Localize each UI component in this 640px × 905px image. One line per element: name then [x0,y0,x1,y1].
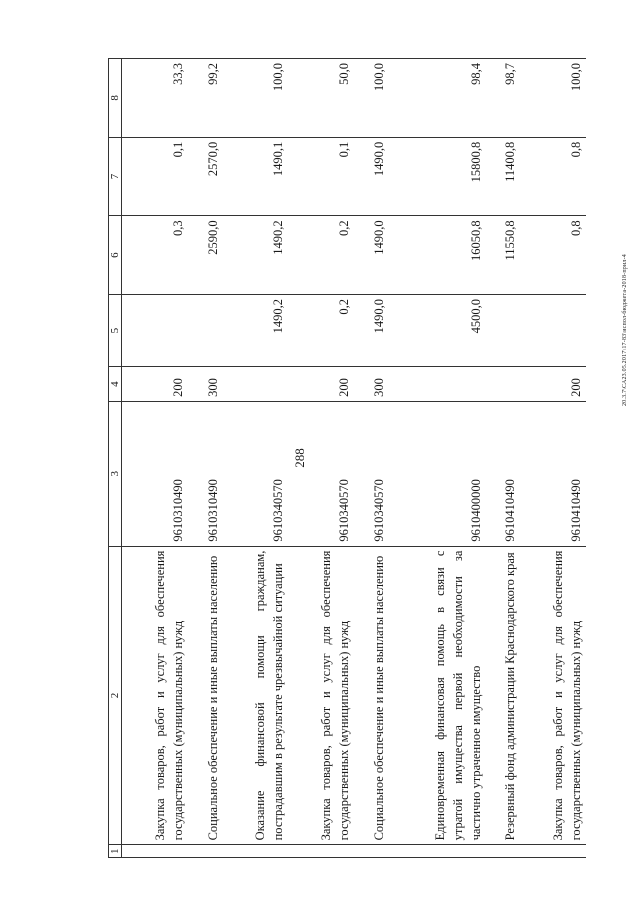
budget-amount: 0,3 [122,216,189,295]
expense-name: Единовременная финансовая помощь в связи с утратой имущества первой необходимости за частично утраченное имущество [389,546,486,845]
row-index-cell [389,845,486,858]
budget-amount: 2590,0 [188,216,223,295]
execution-percent: 98,7 [486,59,521,138]
row-index-cell [288,845,354,858]
row-index-cell [223,845,289,858]
table-row [389,59,486,858]
column-number: 3 [109,401,122,546]
table-row [486,59,521,858]
expense-type-code: 200 [122,367,189,402]
executed-amount: 1490,0 [354,137,389,216]
expense-type-code [486,367,521,402]
execution-percent: 100,0 [354,59,389,138]
expense-type-code: 200 [520,367,586,402]
table-row [520,59,586,858]
column-number: 5 [109,294,122,366]
budget-amount: 11550,8 [486,216,521,295]
execution-percent: 98,4 [389,59,486,138]
table-row [354,59,389,858]
execution-percent: 33,3 [122,59,189,138]
planned-amount [188,294,223,366]
executed-amount: 2570,0 [188,137,223,216]
table-row [188,59,223,858]
page-number: 288 [292,448,307,468]
planned-amount: 0,2 [288,294,354,366]
expense-name: Резервный фонд администрации Краснодарского края [486,546,521,845]
expense-name: Закупка товаров, работ и услуг для обеспечения государственных (муниципальных) нужд [122,546,189,845]
planned-amount [122,294,189,366]
planned-amount [486,294,521,366]
planned-amount [520,294,586,366]
executed-amount: 0,1 [122,137,189,216]
budget-amount: 0,2 [288,216,354,295]
target-article-code: 9610340570 [223,401,289,546]
execution-percent: 50,0 [288,59,354,138]
footer-file-path: 20.3.7\СА23.05.2017\17-83\испол-бюджета-2018-прил-4 [622,254,628,407]
row-index-cell [486,845,521,858]
target-article-code: 9610340570 [288,401,354,546]
budget-amount: 16050,8 [389,216,486,295]
expense-type-code: 200 [288,367,354,402]
column-number: 2 [109,546,122,845]
execution-percent: 100,0 [520,59,586,138]
row-index-cell [354,845,389,858]
row-index-cell [188,845,223,858]
executed-amount: 0,8 [520,137,586,216]
planned-amount: 1490,0 [354,294,389,366]
planned-amount: 4500,0 [389,294,486,366]
executed-amount: 15800,8 [389,137,486,216]
planned-amount: 1490,2 [223,294,289,366]
expense-name: Социальное обеспечение и иные выплаты населению [188,546,223,845]
target-article-code: 9610400000 [389,401,486,546]
column-number-row [109,59,122,858]
budget-amount: 0,8 [520,216,586,295]
expense-type-code [389,367,486,402]
budget-amount: 1490,0 [354,216,389,295]
column-number: 8 [109,59,122,138]
expense-type-code [223,367,289,402]
column-number: 4 [109,367,122,402]
column-number: 1 [109,845,122,858]
target-article-code: 9610310490 [188,401,223,546]
target-article-code: 9610340570 [354,401,389,546]
target-article-code: 9610410490 [520,401,586,546]
execution-percent: 99,2 [188,59,223,138]
budget-table [108,58,586,858]
execution-percent: 100,0 [223,59,289,138]
table-row [223,59,289,858]
executed-amount: 11400,8 [486,137,521,216]
expense-type-code: 300 [188,367,223,402]
expense-name: Закупка товаров, работ и услуг для обеспечения государственных (муниципальных) нужд [520,546,586,845]
expense-type-code: 300 [354,367,389,402]
target-article-code: 9610410490 [486,401,521,546]
column-number: 6 [109,216,122,295]
expense-name: Закупка товаров, работ и услуг для обеспечения государственных (муниципальных) нужд [288,546,354,845]
executed-amount: 0,1 [288,137,354,216]
expense-name: Социальное обеспечение и иные выплаты населению [354,546,389,845]
executed-amount: 1490,1 [223,137,289,216]
row-index-cell [122,845,189,858]
expense-name: Оказание финансовой помощи гражданам, пострадавшим в результате чрезвычайной ситуации [223,546,289,845]
table-row [122,59,189,858]
row-index-cell [520,845,586,858]
column-number: 7 [109,137,122,216]
table-row [288,59,354,858]
target-article-code: 9610310490 [122,401,189,546]
budget-amount: 1490,2 [223,216,289,295]
